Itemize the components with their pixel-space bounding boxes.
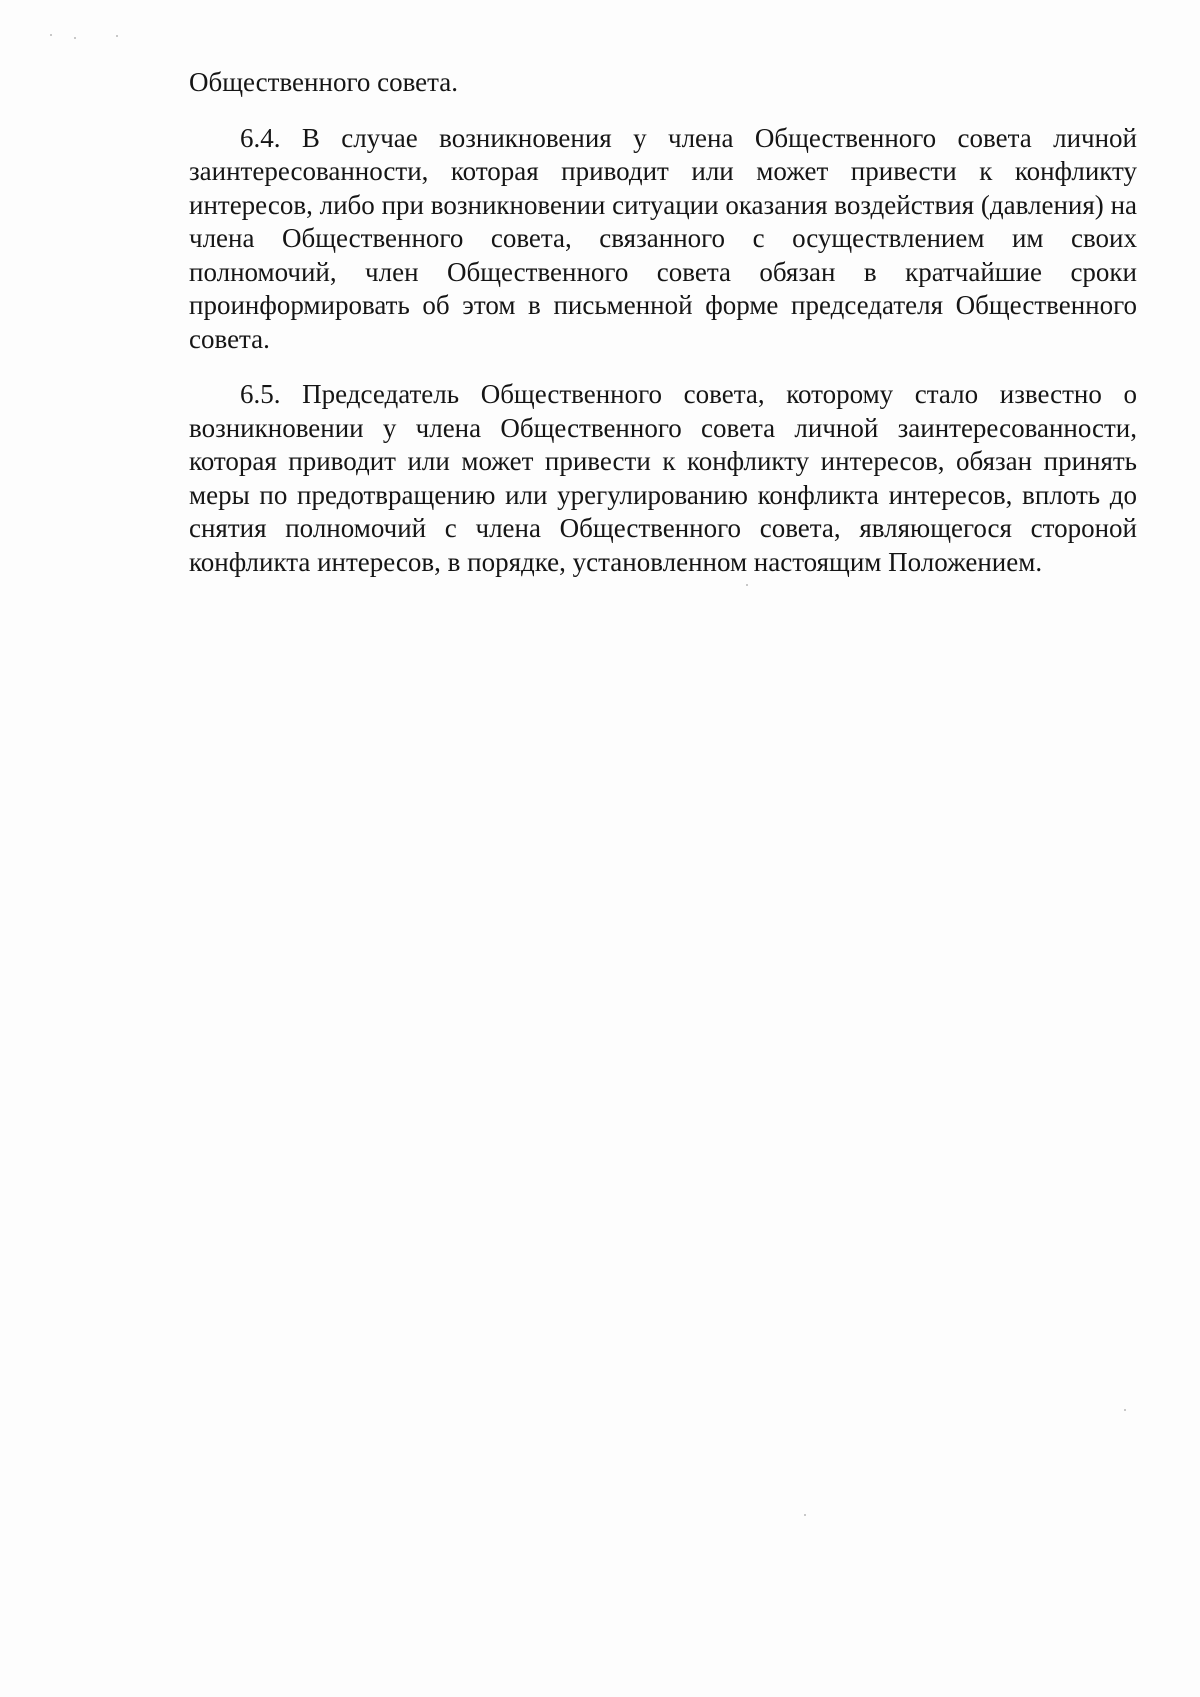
scan-speck — [50, 34, 52, 36]
paragraph-6-4: 6.4. В случае возникновения у члена Общественного совета личной заинтересованности, которая приводит или может привести к конфликту интересов, либо при возникновении ситуации оказания воздействия (давления) на члена Общественного совета, связанного с осуществлением им своих полномочий, член Общественного совета обязан в кратчайшие сроки проинформировать об этом в письменной форме председателя Общественного совета. — [189, 122, 1137, 354]
paragraph-continuation: Общественного совета. — [189, 67, 459, 97]
scan-speck — [746, 584, 748, 586]
paragraph-6-5: 6.5. Председатель Общественного совета, которому стало известно о возникновении у члена Общественного совета личной заинтересованности, которая приводит или может привести к конфликту интересов, обязан принять меры по предотвращению или урегулированию конфликта интересов, вплоть до снятия полномочий с члена Общественного совета, являющегося стороной конфликта интересов, в порядке, установленном настоящим Положением. — [189, 379, 1137, 577]
scan-speck — [74, 37, 76, 39]
scan-speck — [804, 1514, 806, 1516]
scan-speck — [1124, 1409, 1126, 1411]
document-body — [189, 66, 1137, 579]
scan-speck — [116, 35, 118, 37]
